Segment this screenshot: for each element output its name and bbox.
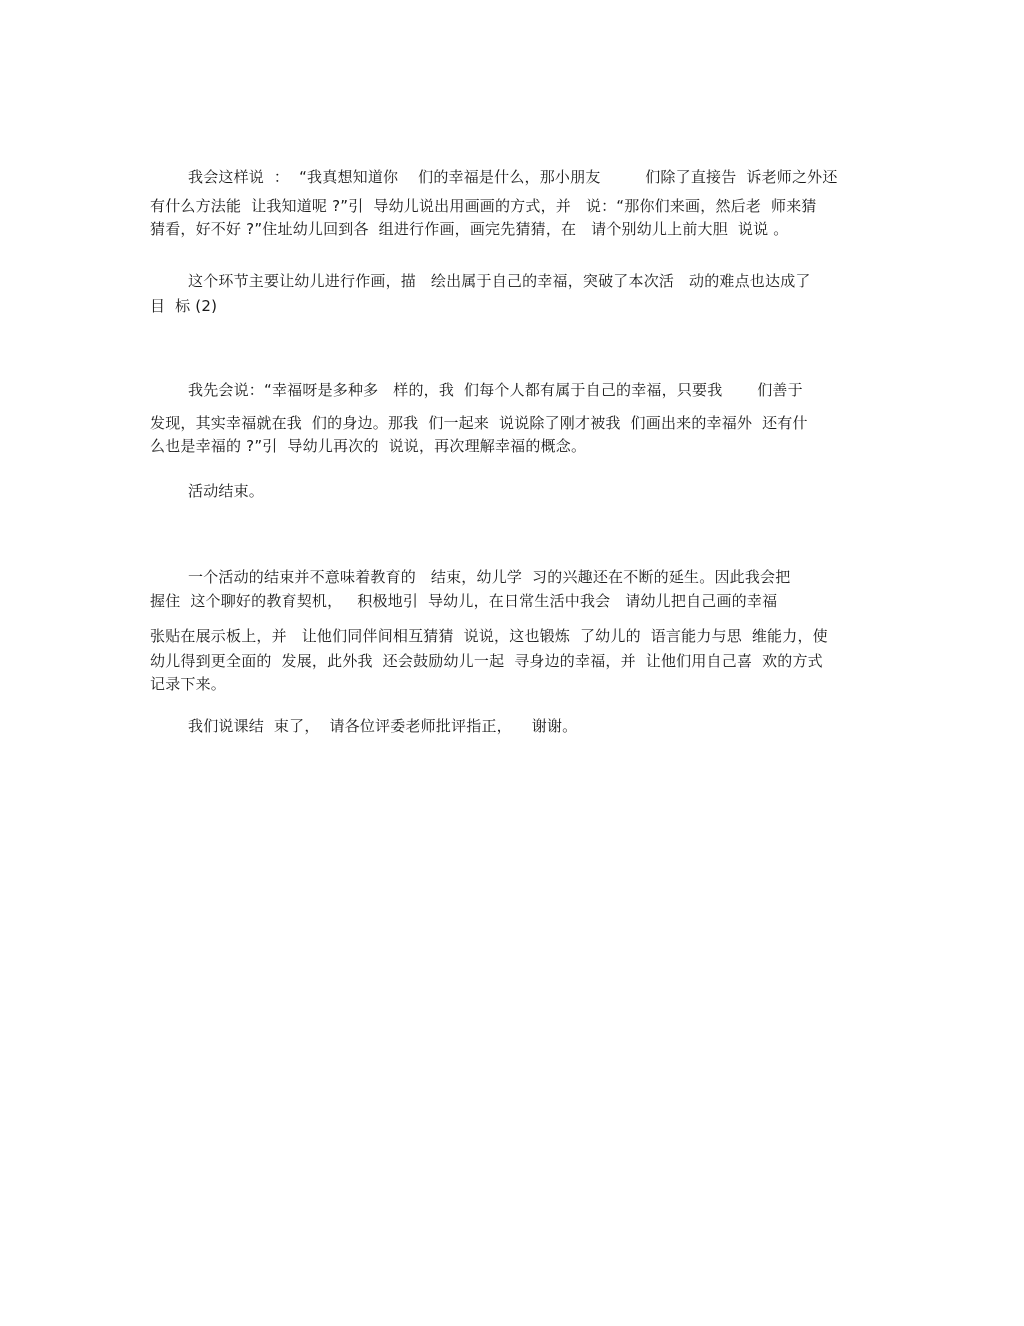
text-line: 一个活动的结束并不意味着教育的 结束，幼儿学 习的兴趣还在不断的延生。因此我会把 — [188, 568, 791, 586]
text-line: 我先会说：“幸福呀是多种多 样的，我 们每个人都有属于自己的幸福，只要我 们善于 — [188, 381, 803, 399]
text-line: 握住 这个聊好的教育契机， 积极地引 导幼儿，在日常生活中我会 请幼儿把自己画的幸福 — [150, 592, 778, 610]
text-line: 猜看，好不好 ?”住址幼儿回到各 组进行作画，画完先猜猜，在 请个别幼儿上前大胆 说说 。 — [150, 220, 789, 238]
text-line: 发现，其实幸福就在我 们的身边。那我 们一起来 说说除了刚才被我 们画出来的幸福外 还有什 — [150, 414, 808, 432]
text-line: 么也是幸福的 ?”引 导幼儿再次的 说说，再次理解幸福的概念。 — [150, 437, 587, 455]
text-line: 目 标 (2) — [150, 297, 218, 315]
text-line: 活动结束。 — [188, 482, 265, 500]
text-line: 我会这样说 ： “我真想知道你 们的幸福是什么，那小朋友 们除了直接告 诉老师之外还 — [188, 168, 838, 186]
text-line: 张贴在展示板上，并 让他们同伴间相互猜猜 说说，这也锻炼 了幼儿的 语言能力与思 维能力，使 — [150, 627, 828, 645]
text-line: 这个环节主要让幼儿进行作画，描 绘出属于自己的幸福，突破了本次活 动的难点也达成了 — [188, 272, 811, 290]
text-line: 我们说课结 束了， 请各位评委老师批评指正， 谢谢。 — [188, 717, 578, 735]
text-line: 有什么方法能 让我知道呢 ?”引 导幼儿说出用画画的方式，并 说：“那你们来画，然后老 师来猜 — [150, 197, 817, 215]
text-line: 幼儿得到更全面的 发展，此外我 还会鼓励幼儿一起 寻身边的幸福，并 让他们用自己喜 欢的方式 — [150, 652, 823, 670]
text-line: 记录下来。 — [150, 675, 227, 693]
